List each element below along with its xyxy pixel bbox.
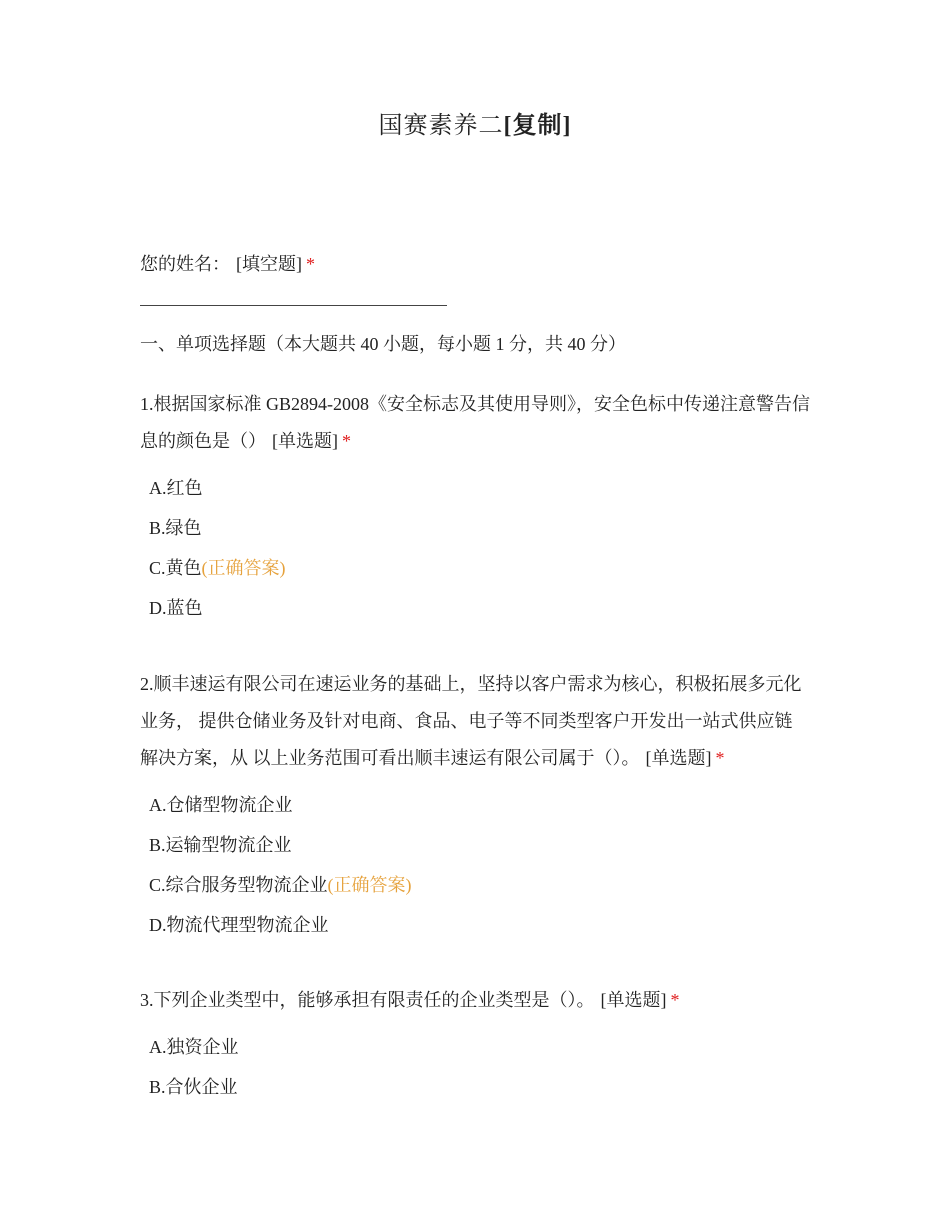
required-mark: * bbox=[342, 431, 351, 451]
question-text bbox=[140, 386, 810, 460]
question-stem: 3.下列企业类型中，能够承担有限责任的企业类型是（）。 bbox=[140, 990, 595, 1010]
question-text bbox=[140, 666, 810, 777]
question-text bbox=[140, 982, 810, 1019]
section-header: 一、单项选择题（本大题共 40 小题，每小题 1 分，共 40 分） bbox=[140, 334, 626, 354]
option-label: D.物流代理型物流企业 bbox=[149, 915, 329, 935]
question-type: [单选题] bbox=[600, 990, 667, 1010]
option-b[interactable] bbox=[140, 825, 810, 865]
name-label: 您的姓名： bbox=[140, 254, 230, 274]
option-a[interactable] bbox=[140, 468, 810, 508]
option-list bbox=[140, 1027, 810, 1107]
option-label: C.黄色 bbox=[149, 558, 202, 578]
question-block-2 bbox=[140, 666, 810, 945]
option-a[interactable] bbox=[140, 1027, 810, 1067]
option-label: B.绿色 bbox=[149, 518, 202, 538]
option-list bbox=[140, 468, 810, 628]
option-a[interactable] bbox=[140, 785, 810, 825]
option-label: A.仓储型物流企业 bbox=[149, 795, 293, 815]
option-list bbox=[140, 785, 810, 945]
question-block-1 bbox=[140, 386, 810, 628]
option-d[interactable] bbox=[140, 905, 810, 945]
option-c[interactable] bbox=[140, 865, 810, 905]
option-b[interactable] bbox=[140, 508, 810, 548]
title-main: 国赛素养二 bbox=[378, 113, 504, 139]
option-label: B.合伙企业 bbox=[149, 1077, 238, 1097]
correct-answer-tag: (正确答案) bbox=[201, 558, 286, 578]
correct-answer-tag: (正确答案) bbox=[327, 875, 412, 895]
option-label: B.运输型物流企业 bbox=[149, 835, 292, 855]
question-type: [单选题] bbox=[272, 431, 338, 451]
question-block-3 bbox=[140, 982, 810, 1107]
question-type: [填空题] bbox=[236, 254, 302, 274]
question-type: [单选题] bbox=[645, 748, 712, 768]
option-label: C.综合服务型物流企业 bbox=[149, 875, 328, 895]
option-d[interactable] bbox=[140, 588, 810, 628]
name-question bbox=[140, 250, 315, 278]
page-title bbox=[140, 108, 810, 144]
option-label: A.红色 bbox=[149, 478, 203, 498]
option-b[interactable] bbox=[140, 1067, 810, 1107]
required-mark: * bbox=[715, 748, 725, 768]
question-stem: 1.根据国家标准 GB2894-2008《安全标志及其使用导则》，安全色标中传递注意警告信息的颜色是（） bbox=[140, 394, 810, 451]
option-c[interactable] bbox=[140, 548, 810, 588]
required-mark: * bbox=[306, 254, 315, 274]
name-input-line[interactable] bbox=[140, 305, 447, 306]
option-label: A.独资企业 bbox=[149, 1037, 239, 1057]
title-suffix: [复制] bbox=[503, 113, 572, 139]
option-label: D.蓝色 bbox=[149, 598, 203, 618]
required-mark: * bbox=[670, 990, 680, 1010]
question-stem: 2.顺丰速运有限公司在速运业务的基础上，坚持以客户需求为核心，积极拓展多元化业务， 提供仓储业务及针对电商、食品、电子等不同类型客户开发出一站式供应链解决方案，从 以上业务范围可看出顺丰速运有限公司属于（）。 bbox=[140, 674, 802, 768]
